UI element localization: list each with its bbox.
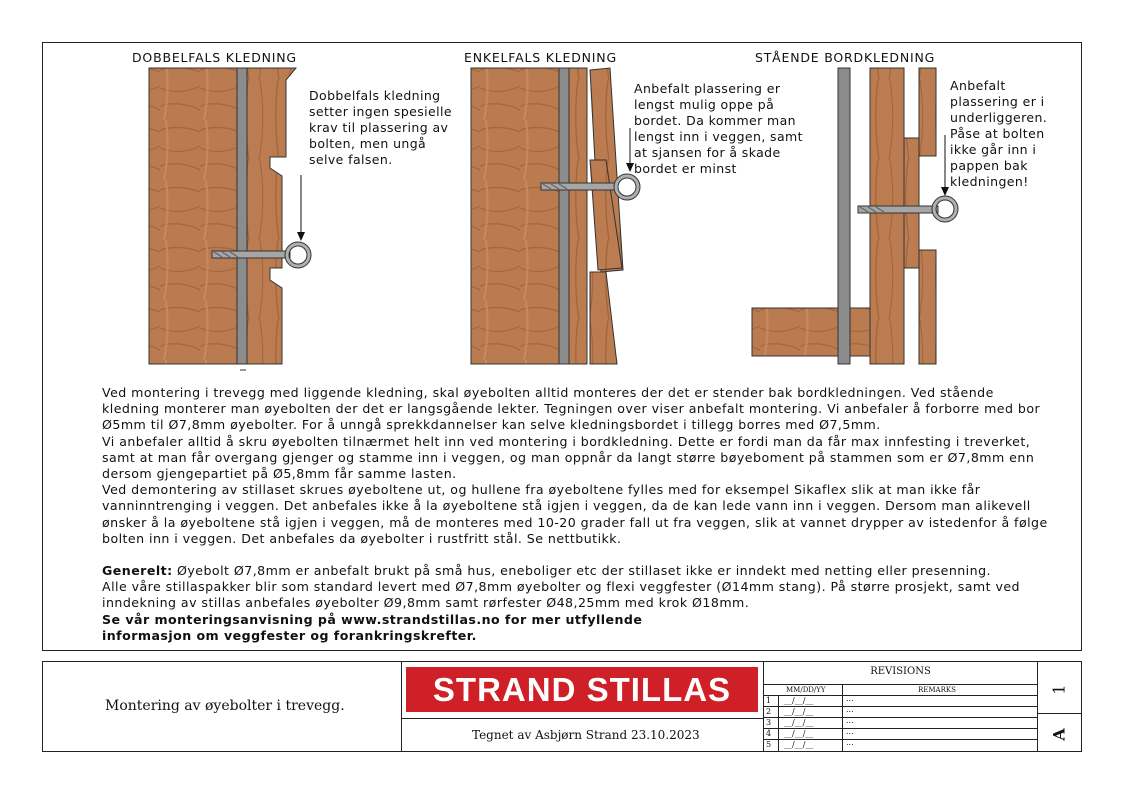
note-dobbelfals <box>309 88 452 168</box>
body-line-bold: informasjon om veggfester og forankringskrefter. <box>102 627 477 643</box>
rev-date: __/__/__ <box>784 707 814 716</box>
body-line: vanninntrenging i veggen. Det anbefales ikke å la øyeboltene stå igjen i veggen, da de kan lede vann inn i veggen. Dersom man alikevell <box>102 498 1031 514</box>
note-line: setter ingen spesielle <box>309 104 452 119</box>
sheet-number: 1 <box>1049 684 1069 695</box>
body-line: ønsker å la øyeboltene stå igjen i veggen, må de monteres med 10-20 grader fall ut fra veggen, slik at vannet drypper av istedenfor å følge <box>102 514 1048 530</box>
body-line: inndekning av stillas anbefales øyebolter Ø9,8mm samt rørfester Ø48,25mm med krok Ø18mm. <box>102 595 750 611</box>
general-text: Øyebolt Ø7,8mm er anbefalt brukt på små hus, eneboliger etc der stillaset ikke er inndekt med netting eller presenning. <box>172 563 991 579</box>
rev-number: 4 <box>766 729 772 738</box>
drawn-by: Tegnet av Asbjørn Strand 23.10.2023 <box>472 728 700 742</box>
rev-date: __/__/__ <box>784 718 814 727</box>
body-line: samt at man får overgang gjenger og stamme inn i veggen, og man oppnår da langt større bøyeboment på stammen som er Ø7,8mm enn <box>102 449 1035 465</box>
note-line: lengst mulig oppe på <box>634 97 775 112</box>
rev-remarks: ... <box>846 716 854 725</box>
note-line: bordet er minst <box>634 161 737 176</box>
rev-remarks: ... <box>846 705 854 714</box>
note-line: plassering er i <box>950 94 1045 109</box>
note-enkelfals <box>634 81 803 177</box>
note-line: bolten, men ungå <box>309 136 427 151</box>
label-enkelfals: ENKELFALS KLEDNING <box>464 50 617 65</box>
label-dobbelfals: DOBBELFALS KLEDNING <box>132 50 297 65</box>
rev-col-line <box>778 695 779 752</box>
body-line-bold: Se vår monteringsanvisning på www.strandstillas.no for mer utfyllende <box>102 611 643 627</box>
body-line: Vi anbefaler alltid å skru øyebolten tilnærmet helt inn ved montering i bordkledning. Dette er fordi man da får max innfesting i treverket, <box>102 433 1031 449</box>
body-line: dersom gjengepartiet på Ø5,8mm får samme lasten. <box>102 466 457 482</box>
note-line: Anbefalt plassering er <box>634 81 781 96</box>
rev-date: __/__/__ <box>784 696 814 705</box>
note-line: underliggeren. <box>950 110 1048 125</box>
rev-date: __/__/__ <box>784 740 814 749</box>
label-staende: STÅENDE BORDKLEDNING <box>755 50 936 65</box>
rev-col-line <box>842 684 843 752</box>
rev-number: 1 <box>766 696 772 705</box>
general-label: Generelt: <box>102 563 173 579</box>
enkelfals-illustration <box>471 68 638 364</box>
sheet-size: A <box>1049 728 1069 741</box>
drawing-title: Montering av øyebolter i trevegg. <box>105 698 345 714</box>
body-text <box>102 385 1062 644</box>
body-line: bolten inn i veggen. Det anbefales da øyebolter i rustfritt stål. Se nettbutikk. <box>102 530 622 546</box>
note-line: krav til plassering av <box>309 120 449 135</box>
note-line: Anbefalt <box>950 78 1006 93</box>
rev-number: 3 <box>766 718 772 727</box>
logo <box>406 667 758 712</box>
body-line: Ved demontering av stillaset skrues øyeboltene ut, og hullene fra øyeboltene fylles med for eksempel Sikaflex slik at man ikke får <box>102 482 981 498</box>
note-line: ikke går inn i <box>950 142 1037 157</box>
logo-divider <box>401 718 764 719</box>
note-line: at sjansen for å skade <box>634 145 781 160</box>
rev-number: 2 <box>766 707 772 716</box>
logo-text: STRAND STILLAS <box>432 671 732 708</box>
body-line: Ø5mm til Ø7,8mm øyebolter. For å unngå sprekkdannelser kan selve kledningsbordet i tillegg borres med Ø7,5mm. <box>102 417 881 433</box>
body-line: kledning monterer man øyebolten der det er langsgående lekter. Tegningen over viser anbefalt montering. Vi anbefaler å forborre med bor <box>102 401 1041 417</box>
sheet-divider-h <box>1037 713 1082 714</box>
general-line <box>102 563 1062 579</box>
revision-row <box>764 739 1037 751</box>
note-staende <box>950 78 1047 190</box>
revisions-title: REVISIONS <box>870 666 931 677</box>
note-line: Påse at bolten <box>950 126 1045 141</box>
sheet-divider <box>1037 661 1038 752</box>
note-line: lengst inn i veggen, samt <box>634 129 803 144</box>
note-line: bordet. Da kommer man <box>634 113 796 128</box>
note-line: pappen bak <box>950 158 1028 173</box>
revisions-table <box>764 662 1037 752</box>
rev-date: __/__/__ <box>784 729 814 738</box>
illustrations <box>0 0 1122 380</box>
note-line: selve falsen. <box>309 152 393 167</box>
col-date-header: MM/DD/YY <box>786 686 826 694</box>
note-line: Dobbelfals kledning <box>309 88 441 103</box>
rev-remarks: ... <box>846 738 854 747</box>
rev-remarks: ... <box>846 694 854 703</box>
body-line: Alle våre stillaspakker blir som standard levert med Ø7,8mm øyebolter og flexi veggfester (Ø14mm stang). På større prosjekt, samt ved <box>102 579 1021 595</box>
body-line: Ved montering i trevegg med liggende kledning, skal øyebolten alltid monteres der det er stender bak bordkledningen. Ved stående <box>102 385 994 400</box>
col-remarks-header: REMARKS <box>918 686 956 694</box>
rev-remarks: ... <box>846 727 854 736</box>
rev-number: 5 <box>766 740 772 749</box>
dobbelfals-illustration <box>149 68 309 364</box>
title-divider <box>401 661 402 752</box>
note-line: kledningen! <box>950 174 1029 189</box>
